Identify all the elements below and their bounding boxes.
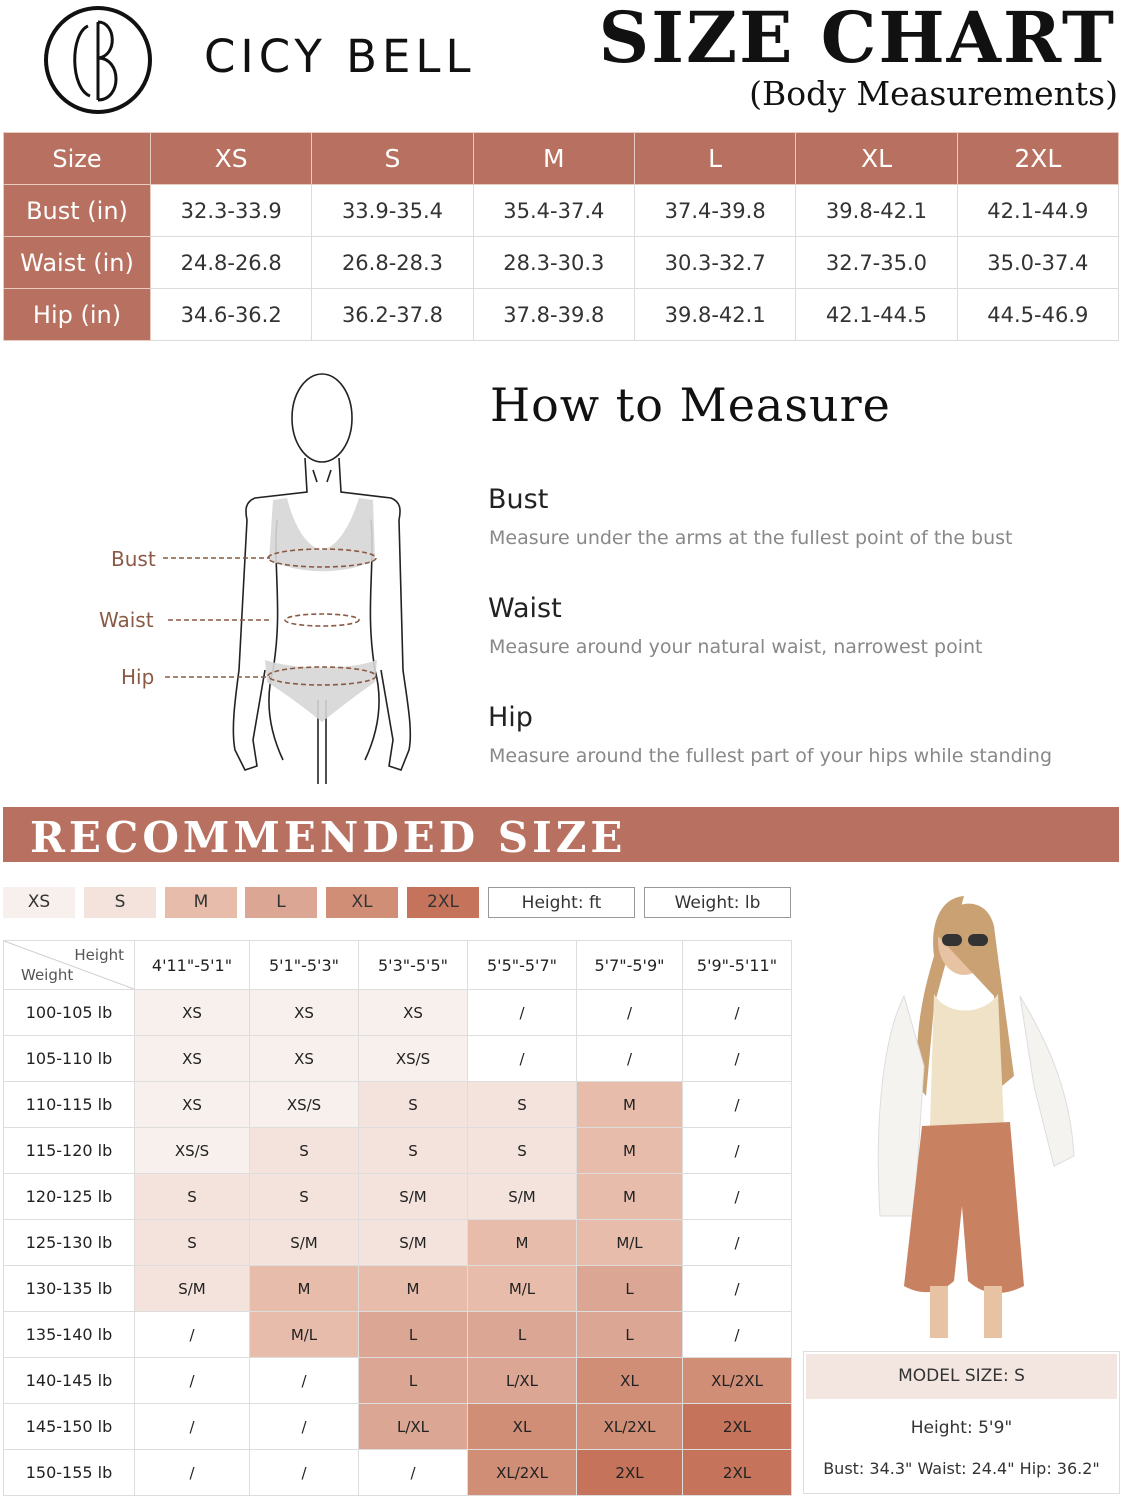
recommended-size-table: [3, 940, 792, 1496]
table-cell: S/M: [359, 1174, 468, 1220]
corner-weight-label: Weight: [21, 966, 74, 984]
table-row: [4, 1312, 792, 1358]
table-cell: XS: [359, 990, 468, 1036]
table-cell: 2XL: [683, 1404, 792, 1450]
table-cell: 33.9-35.4: [312, 185, 473, 237]
height-col-header: 5'1"-5'3": [250, 941, 359, 990]
weight-row-label: 120-125 lb: [4, 1174, 135, 1220]
table-cell: M: [250, 1266, 359, 1312]
measure-heading-waist: Waist: [488, 593, 562, 624]
table-cell: /: [468, 1036, 577, 1082]
table-cell: S/M: [359, 1220, 468, 1266]
table-cell: /: [683, 1312, 792, 1358]
table-cell: 26.8-28.3: [312, 237, 473, 289]
table-row: [4, 1082, 792, 1128]
table-cell: /: [683, 1128, 792, 1174]
size-col-header: XL: [796, 133, 957, 185]
table-cell: S: [250, 1174, 359, 1220]
legend-swatch-xl: XL: [326, 887, 398, 918]
table-row: [4, 1266, 792, 1312]
measure-text-bust: Measure under the arms at the fullest point of the bust: [489, 527, 1013, 549]
legend-swatch-m: M: [165, 887, 237, 918]
table-row: [4, 1358, 792, 1404]
table-cell: /: [135, 1312, 250, 1358]
recommended-size-banner: [3, 807, 1119, 862]
weight-row-label: 105-110 lb: [4, 1036, 135, 1082]
table-cell: XL/2XL: [683, 1358, 792, 1404]
table-cell: 28.3-30.3: [473, 237, 634, 289]
size-col-header: M: [473, 133, 634, 185]
table-cell: /: [577, 990, 683, 1036]
table-cell: /: [683, 1082, 792, 1128]
figure-label-hip: Hip: [121, 665, 155, 689]
table-cell: L/XL: [359, 1404, 468, 1450]
table-cell: 39.8-42.1: [796, 185, 957, 237]
table-row: [4, 185, 1119, 237]
table-cell: 44.5-46.9: [957, 289, 1118, 341]
table-cell: XS: [250, 1036, 359, 1082]
table-cell: M: [577, 1082, 683, 1128]
table-cell: /: [250, 1404, 359, 1450]
height-col-header: 4'11"-5'1": [135, 941, 250, 990]
measure-text-hip: Measure around the fullest part of your hips while standing: [489, 745, 1053, 767]
weight-row-label: 145-150 lb: [4, 1404, 135, 1450]
table-cell: S: [135, 1174, 250, 1220]
size-col-header: L: [634, 133, 795, 185]
how-to-measure-title: How to Measure: [490, 378, 891, 432]
table-cell: /: [250, 1358, 359, 1404]
table-cell: XL/2XL: [577, 1404, 683, 1450]
table-cell: XS: [135, 990, 250, 1036]
model-photo: [834, 886, 1106, 1338]
size-col-header: 2XL: [957, 133, 1118, 185]
table-cell: M: [468, 1220, 577, 1266]
table-cell: M/L: [468, 1266, 577, 1312]
height-col-header: 5'7"-5'9": [577, 941, 683, 990]
table-cell: /: [135, 1404, 250, 1450]
table-row: [4, 1128, 792, 1174]
row-label: Waist (in): [4, 237, 151, 289]
table-cell: L/XL: [468, 1358, 577, 1404]
table-cell: L: [359, 1358, 468, 1404]
legend-height-unit: Height: ft: [488, 887, 635, 918]
page-title: SIZE CHART: [598, 0, 1116, 79]
height-col-header: 5'5"-5'7": [468, 941, 577, 990]
row-label: Bust (in): [4, 185, 151, 237]
row-label: Hip (in): [4, 289, 151, 341]
table-cell: M/L: [577, 1220, 683, 1266]
table-row: [4, 990, 792, 1036]
measure-heading-hip: Hip: [488, 702, 533, 733]
banner-title: RECOMMENDED SIZE: [30, 813, 627, 862]
table-cell: S/M: [250, 1220, 359, 1266]
table-cell: /: [683, 1036, 792, 1082]
table-cell: 35.0-37.4: [957, 237, 1118, 289]
brand-name: CICY BELL: [204, 30, 476, 83]
table-cell: /: [359, 1450, 468, 1496]
legend-swatch-s: S: [84, 887, 156, 918]
table-row: [4, 1220, 792, 1266]
height-col-header: 5'9"-5'11": [683, 941, 792, 990]
table-row: [4, 237, 1119, 289]
table-cell: 2XL: [577, 1450, 683, 1496]
table-cell: 34.6-36.2: [151, 289, 312, 341]
model-size: MODEL SIZE: S: [806, 1354, 1117, 1399]
measure-heading-bust: Bust: [488, 484, 549, 515]
size-chart-table: [3, 132, 1119, 341]
table-cell: XL: [577, 1358, 683, 1404]
table-corner: [4, 941, 135, 990]
table-cell: L: [359, 1312, 468, 1358]
figure-label-waist: Waist: [99, 608, 154, 632]
table-cell: M/L: [250, 1312, 359, 1358]
table-cell: XS: [135, 1082, 250, 1128]
brand-logo-icon: [40, 4, 156, 116]
table-cell: S: [468, 1082, 577, 1128]
page-subtitle: (Body Measurements): [749, 74, 1118, 113]
table-cell: S/M: [468, 1174, 577, 1220]
table-cell: 24.8-26.8: [151, 237, 312, 289]
table-cell: /: [135, 1358, 250, 1404]
height-header-row: [4, 941, 792, 990]
weight-row-label: 140-145 lb: [4, 1358, 135, 1404]
table-cell: M: [577, 1174, 683, 1220]
size-col-header: XS: [151, 133, 312, 185]
table-cell: 39.8-42.1: [634, 289, 795, 341]
legend-weight-unit: Weight: lb: [644, 887, 791, 918]
table-cell: XS/S: [250, 1082, 359, 1128]
table-cell: XS/S: [135, 1128, 250, 1174]
height-col-header: 5'3"-5'5": [359, 941, 468, 990]
table-row: [4, 289, 1119, 341]
table-cell: 37.8-39.8: [473, 289, 634, 341]
table-cell: XL: [468, 1404, 577, 1450]
table-cell: /: [683, 1174, 792, 1220]
table-cell: XL/2XL: [468, 1450, 577, 1496]
legend-swatch-l: L: [245, 887, 317, 918]
corner-height-label: Height: [74, 946, 124, 964]
table-cell: 36.2-37.8: [312, 289, 473, 341]
table-cell: S: [359, 1128, 468, 1174]
measure-text-waist: Measure around your natural waist, narrowest point: [489, 636, 983, 658]
table-cell: /: [135, 1450, 250, 1496]
table-cell: /: [683, 1266, 792, 1312]
weight-row-label: 150-155 lb: [4, 1450, 135, 1496]
table-cell: L: [577, 1266, 683, 1312]
table-cell: 2XL: [683, 1450, 792, 1496]
weight-row-label: 115-120 lb: [4, 1128, 135, 1174]
table-cell: 32.3-33.9: [151, 185, 312, 237]
table-cell: 30.3-32.7: [634, 237, 795, 289]
table-cell: 42.1-44.5: [796, 289, 957, 341]
table-cell: M: [359, 1266, 468, 1312]
weight-row-label: 130-135 lb: [4, 1266, 135, 1312]
model-height: Height: 5'9": [910, 1418, 1013, 1438]
model-measurements: Bust: 34.3" Waist: 24.4" Hip: 36.2": [823, 1459, 1100, 1478]
table-cell: S: [468, 1128, 577, 1174]
model-info-card: [803, 1351, 1120, 1494]
size-corner: Size: [4, 133, 151, 185]
size-header-row: [4, 133, 1119, 185]
table-cell: /: [577, 1036, 683, 1082]
legend-swatch-xs: XS: [3, 887, 75, 918]
table-cell: /: [468, 990, 577, 1036]
weight-row-label: 125-130 lb: [4, 1220, 135, 1266]
figure-label-bust: Bust: [111, 547, 156, 571]
table-cell: S/M: [135, 1266, 250, 1312]
weight-row-label: 100-105 lb: [4, 990, 135, 1036]
weight-row-label: 110-115 lb: [4, 1082, 135, 1128]
table-cell: L: [468, 1312, 577, 1358]
table-cell: 37.4-39.8: [634, 185, 795, 237]
table-cell: S: [359, 1082, 468, 1128]
table-row: [4, 1404, 792, 1450]
table-row: [4, 1174, 792, 1220]
table-row: [4, 1036, 792, 1082]
table-cell: M: [577, 1128, 683, 1174]
table-cell: S: [250, 1128, 359, 1174]
table-cell: /: [683, 990, 792, 1036]
measure-guide-lines: [160, 550, 270, 690]
table-cell: /: [683, 1220, 792, 1266]
table-cell: /: [250, 1450, 359, 1496]
legend-swatch-2xl: 2XL: [407, 887, 479, 918]
size-col-header: S: [312, 133, 473, 185]
table-cell: L: [577, 1312, 683, 1358]
table-cell: S: [135, 1220, 250, 1266]
table-cell: 32.7-35.0: [796, 237, 957, 289]
weight-row-label: 135-140 lb: [4, 1312, 135, 1358]
table-cell: XS/S: [359, 1036, 468, 1082]
table-cell: XS: [250, 990, 359, 1036]
table-row: [4, 1450, 792, 1496]
table-cell: 42.1-44.9: [957, 185, 1118, 237]
table-cell: 35.4-37.4: [473, 185, 634, 237]
table-cell: XS: [135, 1036, 250, 1082]
